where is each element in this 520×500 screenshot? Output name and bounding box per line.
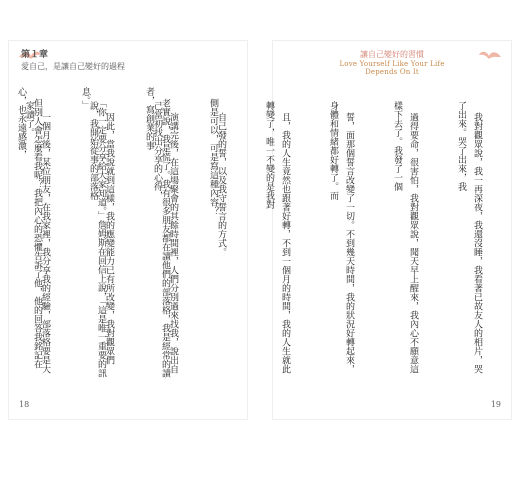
- left-line: 側是可以，可是寫這種內容？: [208, 98, 218, 216]
- page-number: 19: [490, 400, 501, 409]
- left-line: 但別人會怎麼看我呢？我把內心的恐懼告訴了他，他的回答我銘記在心，也永遠感激，: [16, 87, 42, 369]
- chapter-number: 第１章: [21, 50, 49, 60]
- right-line: 因此，當我說就到這樣，我的應變能力已有所改變，我對觀眾們說，我開始從事的部落格: [88, 101, 114, 365]
- chapter-title: 愛自己，是讓自己變好的過程: [21, 62, 125, 71]
- left-page-body: [16, 87, 237, 379]
- right-line: 過得要命，很害怕，我對觀眾說，聞天早上醒來，我內心不願意這樣下去了。我發了一個: [392, 101, 418, 374]
- page-number: 18: [19, 400, 30, 409]
- right-line: 且，我的人生竟然也跟著好轉，不到一個月的時間，我的人生就此轉變了，唯一不變的是我對: [264, 101, 290, 374]
- left-page-header: [21, 49, 125, 73]
- right-page-header: [333, 49, 452, 76]
- book-title-zh: 讓自己變好的習慣: [360, 50, 424, 59]
- bird-right-icon: [477, 47, 503, 65]
- right-line: 一個月後，某位朋友，在我家裡，我分享我的經驗，部落格要是大家讀了。: [24, 101, 50, 374]
- right-line: 演講完後，在這場聚會的其餘時間裡，人們分別過來找我，說出自己當初找出分享的心得，: [152, 101, 178, 374]
- right-line: 誓，面那個誓言改變了一切。不到幾天時間，我的狀況好轉起來，身體和情緒都好轉了。而: [328, 101, 354, 374]
- left-line: 老實說，我是慌了。我有很多朋友都在讀他們的部落格，我是經常的讀者，寫創業的事: [144, 87, 170, 378]
- book-title-en: Love Yourself Like Your Life Depends On It: [339, 60, 445, 76]
- left-line: 「你一定要分享給大家知道。」詹姆斯在回信上說，「這是唯一重要的訊息。」: [80, 87, 106, 378]
- right-line: 自己發的誓，以及我守誓言的方式。: [216, 112, 226, 257]
- right-line: 我對觀眾說，我一再深夜，我還沒睡，我看著已故友人的相片，哭了出來。哭了出來，我: [456, 101, 482, 374]
